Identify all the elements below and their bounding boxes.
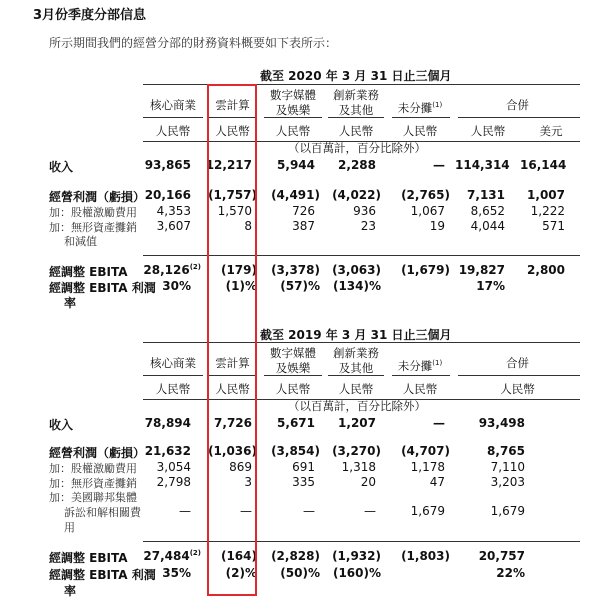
t1-rule-consol [458,117,580,118]
t2-lawsuit-media: — [303,504,315,518]
t1-amort-media: 387 [292,219,315,233]
t1-ebita-unalloc: (1,679) [401,263,450,277]
t2-sbc-core: 3,054 [156,460,191,474]
t2-rule-media [264,375,322,376]
t1-op-core: 20,166 [144,188,191,202]
t2-header-media-line1: 數字媒體 [270,346,316,360]
t1-revenue-label: 收入 [49,160,74,174]
t2-amort-core: 2,798 [156,475,191,489]
t2-lawsuit-label-line1: 加：美國聯邦集體 [49,491,137,504]
t2-op-label: 經營利潤（虧損） [49,446,146,460]
t2-amort-media: 335 [292,475,315,489]
t1-ebita-core-footnote: (2) [189,263,201,271]
t2-lawsuit-core: — [179,504,191,518]
t2-sbc-label: 加：股權激勵費用 [49,462,137,475]
cloud-column-highlight [207,84,257,596]
t1-ebita-media: (3,378) [271,263,320,277]
t1-revenue-cloud: 12,217 [205,158,252,172]
t2-currency-cloud: 人民幣 [215,382,250,396]
t2-revenue-label: 收入 [49,418,74,432]
t1-margin-core: 30% [162,279,191,293]
t2-margin-label-line2: 率 [64,584,77,598]
t1-sbc-label: 加：股權激勵費用 [49,206,137,219]
t2-rule-innov [328,375,384,376]
t1-amort-cloud: 8 [244,219,252,233]
t2-amort-innov: 20 [360,475,376,489]
t2-header-cloud: 雲計算 [215,356,250,370]
t2-amort-label: 加：無形資產攤銷 [49,477,137,490]
t1-sbc-innov: 936 [353,204,376,218]
t1-amort-label-line2: 和減值 [64,235,97,248]
t1-amort-label-line1: 加：無形資產攤銷 [49,221,137,234]
t2-amort-rmb: 3,203 [490,475,525,489]
t1-op-media: (4,491) [271,188,320,202]
t1-margin-rmb: 17% [476,279,505,293]
t1-currency-media: 人民幣 [275,124,311,138]
t1-currency-cloud: 人民幣 [215,124,250,138]
t1-op-innov: (4,022) [332,188,381,202]
t1-ebita-usd: 2,800 [527,263,565,277]
t1-unit-note: （以百萬計，百分比除外） [288,141,426,155]
t2-header-core: 核心商業 [150,356,196,370]
t2-currency-innov: 人民幣 [338,382,374,396]
t1-sbc-media: 726 [292,204,315,218]
t2-unit-note: （以百萬計，百分比除外） [288,399,426,413]
t1-unalloc-footnote: (1) [432,101,443,109]
t2-ebita-innov: (1,932) [332,549,381,563]
t2-header-unalloc: 未分攤$^{(1)}$ [397,358,443,373]
t1-margin-label-line1: 經調整 EBITA 利潤 [49,281,156,295]
t2-op-rmb: 8,765 [487,444,525,458]
t1-revenue-innov: 2,288 [338,158,376,172]
t1-ebita-innov: (3,063) [332,263,381,277]
t2-op-core: 21,632 [144,444,191,458]
t1-margin-label-line2: 率 [64,296,77,310]
t2-ebita-core: 27,484$^{(2)}$ [143,549,201,563]
t2-header-innov-line1: 創新業務 [333,346,379,360]
t2-margin-core: 35% [162,566,191,580]
t1-margin-media: (57)% [280,279,320,293]
t1-revenue-core: 93,865 [144,158,191,172]
t2-sbc-media: 691 [292,460,315,474]
t2-currency-unalloc: 人民幣 [402,382,438,396]
t2-lawsuit-label-line3: 用 [64,521,75,534]
t2-revenue-unalloc: — [433,416,445,430]
t1-period-title: 截至 2020 年 3 月 31 日止三個月 [260,69,452,83]
t1-currency-innov: 人民幣 [338,124,374,138]
t1-rule-core [143,117,203,118]
t2-sbc-rmb: 7,110 [490,460,525,474]
t1-ebita-core: 28,126$^{(2)}$ [143,263,201,277]
t1-header-core: 核心商業 [150,98,196,112]
t2-ebita-label: 經調整 EBITA [49,551,128,565]
t2-unalloc-footnote: (1) [432,359,443,367]
t1-revenue-unalloc: — [433,158,445,172]
t1-rule-media [264,117,322,118]
t1-currency-rmb: 人民幣 [470,124,506,138]
t2-op-unalloc: (4,707) [401,444,450,458]
t2-margin-label-line1: 經調整 EBITA 利潤 [49,568,156,582]
t2-margin-cloud: (2)% [225,566,257,580]
t1-header-consol: 合併 [506,98,529,112]
section-heading: 3月份季度分部信息 [33,8,147,23]
t1-amort-unalloc: 19 [429,219,445,233]
t1-currency-core: 人民幣 [155,124,191,138]
t1-sbc-core: 4,353 [156,204,191,218]
t1-sbc-unalloc: 1,067 [410,204,445,218]
t2-rule-unalloc [392,375,450,376]
t1-header-media-line2: 及娛樂 [275,103,311,117]
t2-op-cloud: (1,036) [208,444,257,458]
t2-header-consol: 合併 [506,356,529,370]
t1-revenue-media: 5,944 [277,158,315,172]
t2-margin-media: (50)% [280,566,320,580]
intro-text: 所示期間我們的經營分部的財務資料概要如下表所示： [49,36,338,50]
t1-op-label: 經營利潤（虧損） [49,190,146,204]
t2-ebita-rmb: 20,757 [478,549,525,563]
t2-period-title: 截至 2019 年 3 月 31 日止三個月 [260,328,452,342]
t1-margin-cloud: (1)% [225,279,257,293]
t2-lawsuit-rmb: 1,679 [490,504,525,518]
t2-lawsuit-label-line2: 訴訟和解相關費 [64,506,141,519]
t1-ebita-rmb: 19,827 [458,263,505,277]
t1-sbc-rmb: 8,652 [470,204,505,218]
t2-margin-innov: (160)% [332,566,381,580]
t1-header-innov-line1: 創新業務 [333,88,379,102]
t1-rule-innov [328,117,384,118]
t2-lawsuit-cloud: — [240,504,252,518]
t1-header-cloud: 雲計算 [215,98,250,112]
t2-ebita-core-footnote: (2) [189,549,201,557]
t2-revenue-rmb: 93,498 [478,416,525,430]
t1-ebita-cloud: (179) [220,263,257,277]
t2-header-media-line2: 及娛樂 [275,361,311,375]
t1-op-unalloc: (2,765) [401,188,450,202]
t1-amort-rmb: 4,044 [470,219,505,233]
t1-header-unalloc: 未分攤$^{(1)}$ [397,100,443,115]
t1-op-rmb: 7,131 [467,188,505,202]
t2-op-innov: (3,270) [332,444,381,458]
t2-amort-cloud: 3 [244,475,252,489]
t1-currency-unalloc: 人民幣 [402,124,438,138]
t2-header-innov-line2: 及其他 [338,361,374,375]
t2-op-media: (3,854) [271,444,320,458]
t1-currency-usd: 美元 [539,124,563,138]
t2-revenue-cloud: 7,726 [214,416,252,430]
t2-sbc-unalloc: 1,178 [410,460,445,474]
t2-currency-rmb: 人民幣 [500,382,535,396]
t1-op-usd: 1,007 [527,188,565,202]
t2-ebita-unalloc: (1,803) [401,549,450,563]
t1-ebita-label: 經調整 EBITA [49,265,128,279]
t2-margin-rmb: 22% [496,566,525,580]
t1-amort-usd: 571 [542,219,565,233]
t2-rule-consol [458,375,580,376]
t2-revenue-innov: 1,207 [338,416,376,430]
t2-ebita-cloud: (164) [220,549,257,563]
t2-currency-media: 人民幣 [275,382,311,396]
t2-lawsuit-unalloc: 1,679 [410,504,445,518]
t2-currency-core: 人民幣 [155,382,191,396]
t1-revenue-usd: 16,144 [520,158,567,172]
t2-amort-unalloc: 47 [429,475,445,489]
t1-margin-innov: (134)% [332,279,381,293]
t1-amort-innov: 23 [360,219,376,233]
t2-rule-core [143,375,203,376]
t1-header-innov-line2: 及其他 [338,103,374,117]
t1-revenue-rmb: 114,314 [455,158,510,172]
t2-ebita-media: (2,828) [271,549,320,563]
t2-sbc-cloud: 869 [229,460,252,474]
t2-revenue-core: 78,894 [144,416,191,430]
t1-rule-unalloc [392,117,450,118]
t1-header-media-line1: 數字媒體 [270,88,316,102]
t2-lawsuit-innov: — [364,504,376,518]
t1-sbc-usd: 1,222 [530,204,565,218]
t1-sbc-cloud: 1,570 [217,204,252,218]
t2-sbc-innov: 1,318 [341,460,376,474]
t1-amort-core: 3,607 [156,219,191,233]
t1-op-cloud: (1,757) [208,188,257,202]
t2-revenue-media: 5,671 [277,416,315,430]
